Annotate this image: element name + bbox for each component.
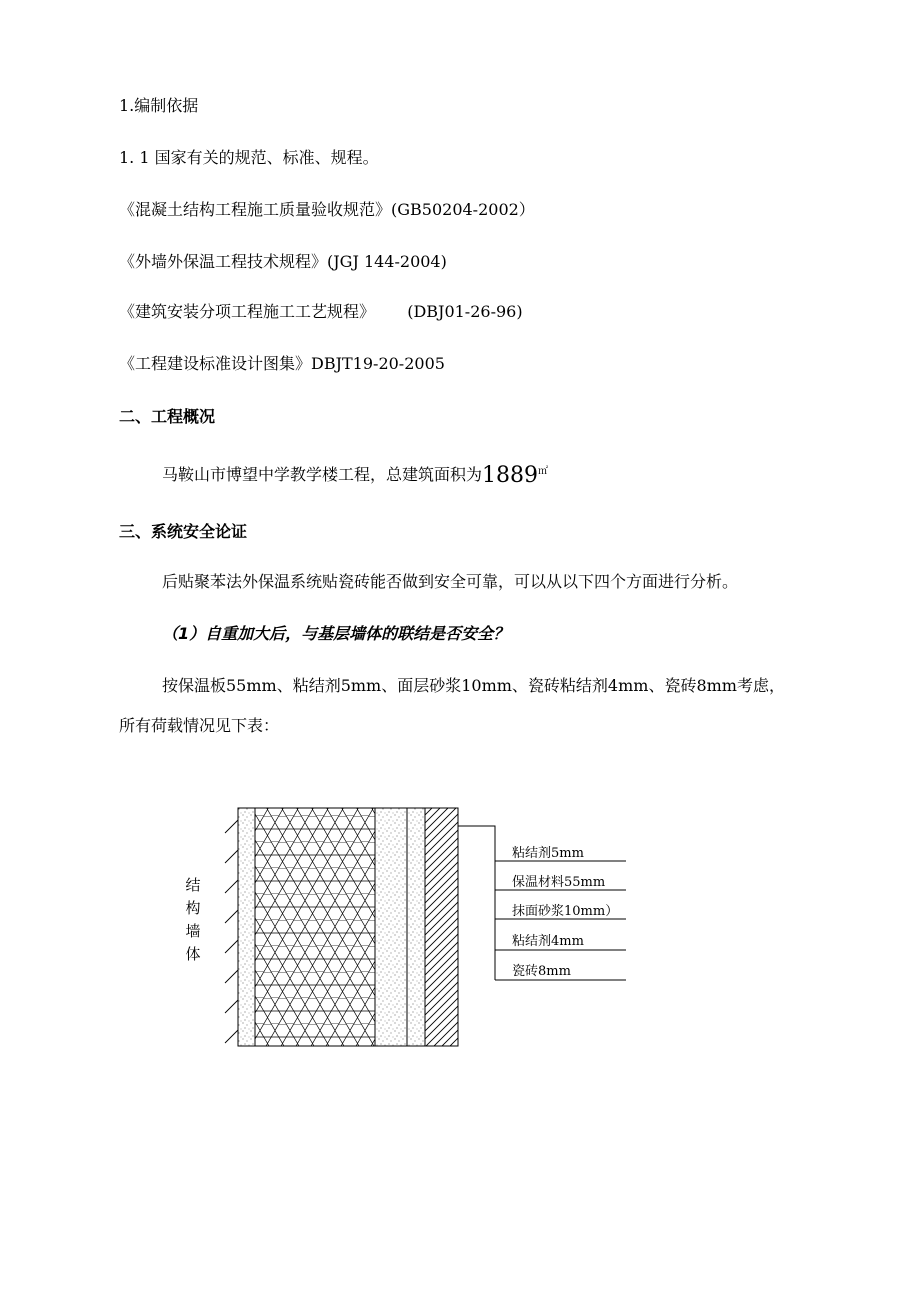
tile-layer <box>425 808 458 1046</box>
reference-3-code: (DBJ01-26-96) <box>407 302 523 321</box>
area-unit: ㎡ <box>538 466 549 477</box>
load-paragraph-line1: 按保温板55mm、粘结剂5mm、面层砂浆10mm、瓷砖粘结剂4mm、瓷砖8mm考虑， <box>162 676 785 695</box>
wall-label-char: 墙 <box>185 922 201 940</box>
layer-label-adhesive: 粘结剂5mm <box>512 846 584 861</box>
wall-label-char: 体 <box>185 945 201 963</box>
reference-2: 《外墙外保温工程技术规程》(JGJ 144-2004) <box>119 252 447 271</box>
basis-heading: 1.编制依据 <box>119 96 199 115</box>
adhesive-layer <box>407 808 425 1046</box>
wall-label-char: 构 <box>185 899 201 917</box>
reference-4: 《工程建设标准设计图集》DBJT19-20-2005 <box>119 354 445 373</box>
layer-label-mortar: 抹面砂浆10mm） <box>512 904 619 919</box>
overview-heading: 二、工程概况 <box>119 407 216 426</box>
wall-label <box>184 874 202 966</box>
area-value: 1889 <box>482 463 539 488</box>
overview-text <box>162 462 548 486</box>
overview-prefix: 马鞍山市博望中学教学楼工程，总建筑面积为 <box>162 465 483 484</box>
layer-label-tile: 瓷砖8mm <box>512 964 571 979</box>
layer-label-tile-adhesive: 粘结剂4mm <box>512 934 584 949</box>
reference-3 <box>119 302 523 322</box>
question-1: （1）自重加大后，与基层墙体的联结是否安全？ <box>162 624 510 643</box>
wall-label-char: 结 <box>185 876 201 894</box>
mortar-layer <box>375 808 407 1046</box>
wall-section-svg <box>170 790 640 1060</box>
reference-1: 《混凝土结构工程施工质量验收规范》(GB50204-2002） <box>119 200 535 219</box>
leader-line <box>458 826 495 980</box>
insulation-layer <box>255 808 375 1046</box>
wall-layer <box>238 808 255 1046</box>
safety-intro: 后贴聚苯法外保温系统贴瓷砖能否做到安全可靠，可以从以下四个方面进行分析。 <box>162 572 739 591</box>
wall-layer-diagram <box>170 790 640 1060</box>
reference-3-title: 《建筑安装分项工程施工工艺规程》 <box>119 302 376 321</box>
basis-subheading: 1. 1 国家有关的规范、标准、规程。 <box>119 148 379 167</box>
wall-hatch-marks <box>225 820 238 1043</box>
load-paragraph-line2: 所有荷载情况见下表： <box>119 716 280 735</box>
safety-heading: 三、系统安全论证 <box>119 522 248 541</box>
layer-label-insulation: 保温材料55mm <box>512 875 606 890</box>
